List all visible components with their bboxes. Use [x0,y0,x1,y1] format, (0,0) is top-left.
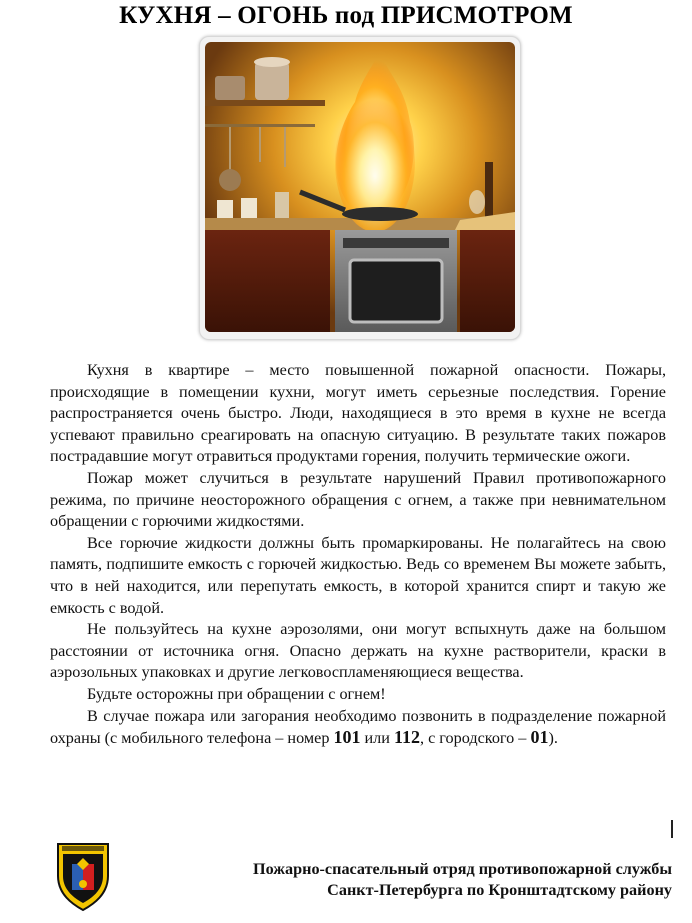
photo-frame [199,36,521,340]
footer-line-2: Санкт-Петербурга по Кронштадтскому району [327,881,672,899]
paragraph-6-mid: , с городского – [419,729,531,748]
phone-number-112: 112 [393,727,420,748]
footer-line-1: Пожарно-спасательный отряд противопожарной службы [253,860,672,878]
paragraph-4: Не пользуйтесь на кухне аэрозолями, они могут вспыхнуть даже на большом расстоянии от источника огня. Опасно держать на кухне растворители, краски в аэрозольных упаковках и другие легковоспламеняющиеся вещества. [50,620,666,682]
text-cursor-mark [671,820,673,838]
paragraph-2: Пожар может случиться в результате нарушений Правил противопожарного режима, по причине неосторожного обращения с огнем, а также при невнимательном обращении с горючими жидкостями. [50,468,666,531]
paragraph-6-or: или [360,729,394,748]
kitchen-fire-photo-icon [205,42,515,332]
paragraph-6-prefix: В случае пожара или загорания необходимо позвонить в подразделение пожарной охраны (с мобильного телефона – номер [50,706,666,748]
phone-number-01: 01 [530,727,549,748]
footer-organization [253,859,672,901]
paragraph-5: Будьте осторожны при обращении с огнем! [87,684,386,703]
paragraph-3: Все горючие жидкости должны быть промаркированы. Не полагайтесь на свою память, подпишите емкость с горючей жидкостью. Ведь со временем Вы можете забыть, что в ней находится, или перепутать емкость, в которой хранится спирт и такую же емкость с водой. [50,533,666,617]
article-body [50,360,666,750]
paragraph-1: Кухня в квартире – место повышенной пожарной опасности. Пожары, происходящие в помещении кухни, могут иметь серьезные последствия. Горение распространяется очень быстро. Люди, находящиеся в это время в кухне не всегда успевают правильно среагировать на опасную ситуацию. В результате таких пожаров пострадавшие могут отравиться продуктами горения, получить термические ожоги. [50,361,666,466]
paragraph-6-suffix: ). [548,729,558,748]
paragraph-6 [50,706,666,750]
page-title: КУХНЯ – ОГОНЬ под ПРИСМОТРОМ [119,2,573,29]
fire-rescue-shield-emblem-icon [54,840,112,912]
phone-number-101: 101 [333,727,361,748]
